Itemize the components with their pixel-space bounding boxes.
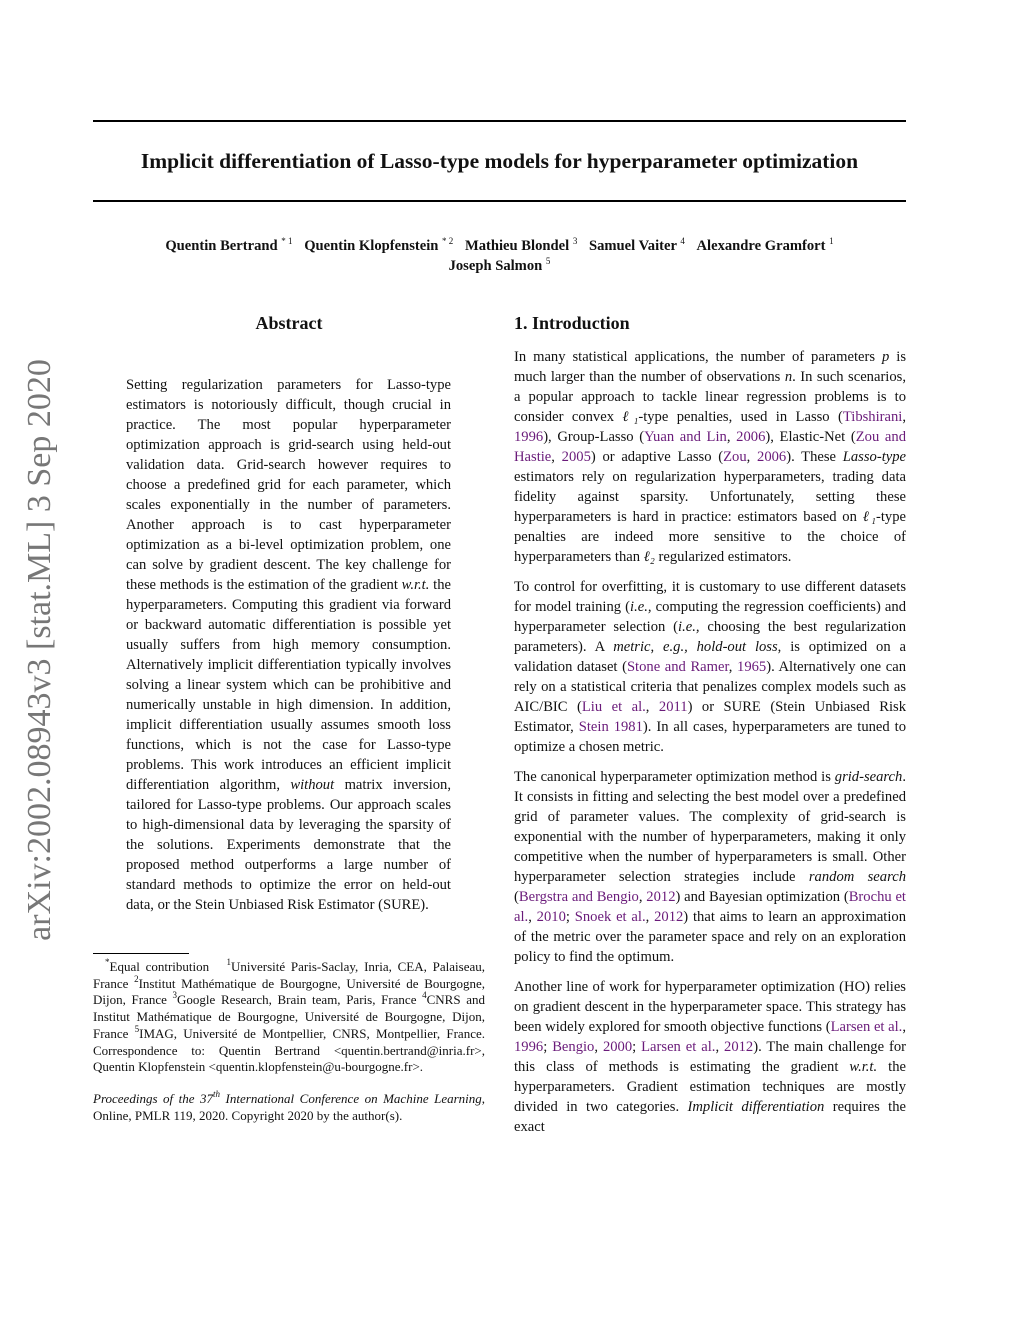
author-name: Samuel Vaiter — [588, 238, 677, 254]
correspondence: Correspondence to: Quentin Bertrand <quentin.bertrand@inria.fr>, Quentin Klopfenstein <quentin.klopfenstein@u-bourgogne.fr>. — [93, 1042, 485, 1075]
author-name: Alexandre Gramfort — [696, 238, 826, 254]
citation-link[interactable]: Stein 1981 — [578, 719, 643, 735]
author-list — [93, 236, 906, 276]
citation-link[interactable]: Yuan and Lin — [644, 429, 727, 445]
citation-link[interactable]: 1996 — [514, 1039, 544, 1055]
citation-link[interactable]: Tibshirani — [842, 409, 903, 425]
introduction-heading: 1. Introduction — [514, 313, 630, 333]
author-name: Mathieu Blondel — [464, 238, 570, 254]
citation-link[interactable]: Zou and Hastie — [514, 429, 906, 465]
left-column — [93, 308, 485, 1124]
citation-link[interactable]: Snoek et al. — [574, 909, 646, 925]
intro-paragraph: To control for overfitting, it is customary to use different datasets for model training (i.e., computing the regression coefficients) and hyperparameter selection (i.e., choosing the best regularization parameters). A metric, e.g., hold-out loss, is optimized on a validation dataset (Stone and Ramer, 1965). Alternatively one can rely on a statistical criteria that penalizes complex models such as AIC/BIC (Liu et al., 2011) or SURE (Stein Unbiased Risk Estimator, Stein 1981). In all cases, hyperparameters are tuned to optimize a chosen metric. — [514, 579, 907, 755]
intro-paragraph: In many statistical applications, the number of parameters p is much larger than the number of observations n. In such scenarios, a popular approach to tackle linear regression problems is to consider convex ℓ₁-type penalties, used in Lasso (Tibshirani, 1996), Group-Lasso (Yuan and Lin, 2006), Elastic-Net (Zou and Hastie, 2005) or adaptive Lasso (Zou, 2006). These Lasso-type estimators rely on regularization hyperparameters, trading data fidelity against sparsity. Unfortunately, setting these hyperparameters is hard in practice: estimators based on ℓ₁-type penalties are indeed more sensitive to the choice of hyperparameters than ℓ₂ regularized estimators. — [514, 349, 907, 565]
citation-link[interactable]: 2012 — [654, 909, 684, 925]
paper-title: Implicit differentiation of Lasso-type models for hyperparameter optimization — [140, 149, 859, 173]
citation-link[interactable]: Bergstra and Bengio — [518, 889, 639, 905]
author-affiliation-mark: * 2 — [442, 236, 454, 246]
author — [449, 258, 551, 274]
citation-link[interactable]: 2010 — [536, 909, 566, 925]
author-affiliation-mark: 1 — [829, 236, 834, 246]
author-affiliation-mark: 4 — [680, 236, 685, 246]
citation-link[interactable]: 1965 — [737, 659, 767, 675]
arxiv-identifier: arXiv:2002.08943v3 [stat.ML] 3 Sep 2020 — [21, 359, 58, 941]
footnote-proceedings: Proceedings of the 37th International Conference on Machine Learning, Online, PMLR 119, 2020. Copyright 2020 by the author(s). — [93, 1088, 486, 1123]
abstract-heading: Abstract — [255, 313, 323, 333]
citation-link[interactable]: Stone and Ramer — [626, 659, 729, 675]
abstract-text: Setting regularization parameters for Lasso-type estimators is notoriously difficult, though crucial in practice. The most popular hyperparameter optimization approach is grid-search using held-out validation data. Grid-search however requires to choose a predefined grid for each parameter, which scales exponentially in the number of parameters. Another approach is to cast hyperparameter optimization as a bi-level optimization problem, one can solve by gradient descent. The key challenge for these methods is the estimation of the gradient w.r.t. the hyperparameters. Computing this gradient via forward or backward automatic differentiation is possible yet usually suffers from high memory consumption. Alternatively implicit differentiation typically involves solving a linear system which can be prohibitive and numerically unstable in high dimension. In addition, implicit differentiation usually assumes smooth loss functions, which is not the case for Lasso-type problems. This work introduces an efficient implicit differentiation algorithm, without matrix inversion, tailored for Lasso-type problems. Our approach scales to high-dimensional data by leveraging the sparsity of the solutions. Experiments demonstrate that the proposed method outperforms a large number of standard methods to optimize the error on held-out data, or the Stein Unbiased Risk Estimator (SURE). — [126, 377, 451, 913]
citation-link[interactable]: 2006 — [736, 429, 766, 445]
author-affiliation-mark: 5 — [545, 256, 551, 266]
author — [465, 238, 577, 254]
footnote-affiliations: *Equal contribution $^1$Université Paris-Saclay, Inria, CEA, Palaiseau, France $^2$Institut Mathématique de Bourgogne, Université de Bourgogne, Dijon, France $^3$Google Research, Brain team, Paris, France $^4$CNRS and Institut Mathématique de Bourgogne, Université de Bourgogne, Dijon, France $^5$IMAG, Université de Montpellier, CNRS, Montpellier, France. Correspondence to: Quentin Bertrand <quentin.bertrand@inria.fr>, Quentin Klopfenstein <quentin.klopfenstein@u-bourgogne.fr>. — [93, 957, 486, 1075]
author-name: Quentin Klopfenstein — [304, 238, 439, 254]
author — [589, 238, 685, 254]
citation-link[interactable]: Brochu et al. — [514, 889, 906, 925]
citation-link[interactable]: 2005 — [561, 449, 591, 465]
citation-link[interactable]: Zou — [723, 449, 747, 465]
author — [165, 238, 292, 254]
citation-link[interactable]: 1996 — [514, 429, 544, 445]
title-rule-top — [93, 120, 906, 122]
right-column — [514, 308, 906, 1147]
citation-link[interactable]: Larsen et al. — [830, 1019, 903, 1035]
author-affiliation-mark: 3 — [572, 236, 578, 246]
title-rule-bottom — [93, 200, 906, 202]
citation-link[interactable]: 2011 — [658, 699, 688, 715]
citation-link[interactable]: 2000 — [602, 1039, 633, 1055]
citation-link[interactable]: 2012 — [646, 889, 676, 905]
footnote-rule — [93, 953, 189, 954]
citation-link[interactable]: Larsen et al. — [641, 1039, 716, 1055]
intro-paragraph: The canonical hyperparameter optimization method is grid-search. It consists in fitting and selecting the best model over a predefined grid of parameter values. The complexity of grid-search is exponential with the number of hyperparameters, making it only competitive when the number of hyperparameters is small. Other hyperparameter selection strategies include random search (Bergstra and Bengio, 2012) and Bayesian optimization (Brochu et al., 2010; Snoek et al., 2012) that aims to learn an approximation of the metric over the parameter space and rely on an exploration policy to find the optimum. — [514, 769, 907, 965]
author — [697, 238, 834, 254]
author — [304, 238, 453, 254]
author-name: Quentin Bertrand — [165, 238, 278, 254]
citation-link[interactable]: Liu et al. — [581, 699, 646, 715]
author-affiliation-mark: * 1 — [281, 236, 293, 246]
author-name: Joseph Salmon — [448, 258, 543, 274]
intro-paragraph: Another line of work for hyperparameter optimization (HO) relies on gradient descent in the hyperparameter space. This strategy has been widely explored for smooth objective functions (Larsen et al., 1996; Bengio, 2000; Larsen et al., 2012). The main challenge for this class of methods is estimating the gradient w.r.t. the hyperparameters. Gradient estimation techniques are mostly divided in two categories. Implicit differentiation requires the exact — [514, 979, 907, 1135]
citation-link[interactable]: 2006 — [757, 449, 787, 465]
citation-link[interactable]: 2012 — [724, 1039, 754, 1055]
citation-link[interactable]: Bengio — [552, 1039, 595, 1055]
